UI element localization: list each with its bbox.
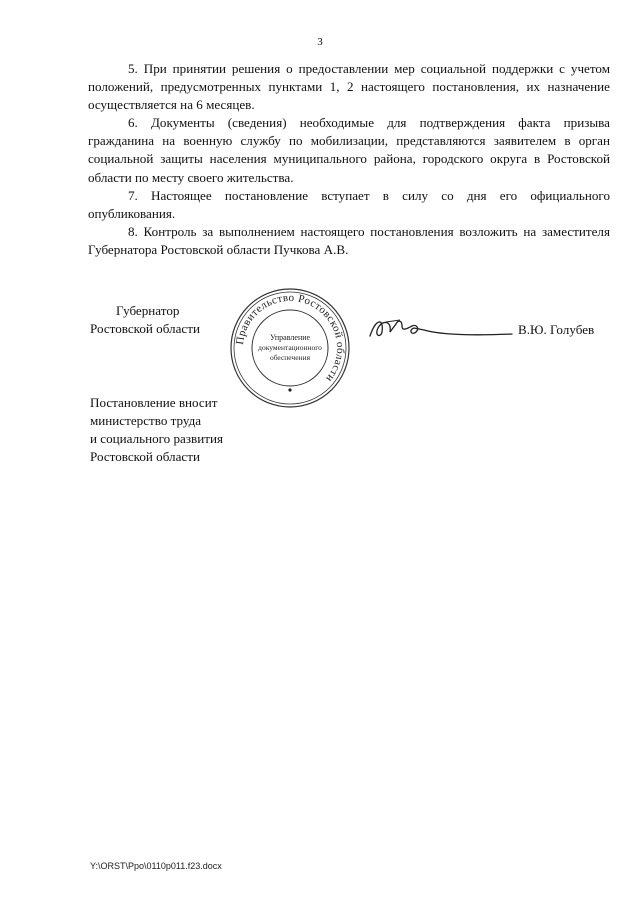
handwritten-signature (366, 314, 516, 344)
official-stamp (228, 286, 352, 410)
paragraph-7: 7. Настоящее постановление вступает в силу со дня его официального опубликования. (88, 187, 610, 221)
submitted-line2: министерство труда (90, 413, 202, 428)
signer-title-line2: Ростовской области (90, 321, 200, 336)
submitted-line1: Постановление вносит (90, 395, 218, 410)
stamp-dot-icon (288, 388, 291, 391)
footer-file-path: Y:\ORST\Ppo\0110p011.f23.docx (90, 861, 222, 871)
submitted-line4: Ростовской области (90, 449, 200, 464)
stamp-inner-line1: Управление (269, 333, 311, 342)
document-body (88, 60, 610, 259)
page-number: 3 (317, 36, 323, 48)
paragraph-8: 8. Контроль за выполнением настоящего постановления возложить на заместителя Губернатора Ростовской области Пучкова А.В. (88, 223, 610, 257)
signer-title (90, 302, 200, 338)
paragraph-5: 5. При принятии решения о предоставлении мер социальной поддержки с учетом положений, предусмотренных пунктами 1, 2 настоящего постановления, их назначение осуществляется на 6 месяцев. (88, 61, 610, 113)
signer-name: В.Ю. Голубев (518, 322, 595, 337)
stamp-ring-text: Правительство Ростовской области (234, 291, 347, 385)
stamp-inner-line3: обеспечения (269, 353, 311, 362)
stamp-inner-line2: документационного (258, 343, 322, 352)
submitted-line3: и социального развития (90, 431, 223, 446)
paragraph-6: 6. Документы (сведения) необходимые для подтверждения факта призыва гражданина на военную службу по мобилизации, представляются заявителем в орган социальной защиты населения муниципального района, городского округа в Ростовской области по месту своего жительства. (88, 115, 610, 185)
signer-title-line1: Губернатор (116, 303, 180, 318)
submitted-by-block (90, 394, 223, 466)
